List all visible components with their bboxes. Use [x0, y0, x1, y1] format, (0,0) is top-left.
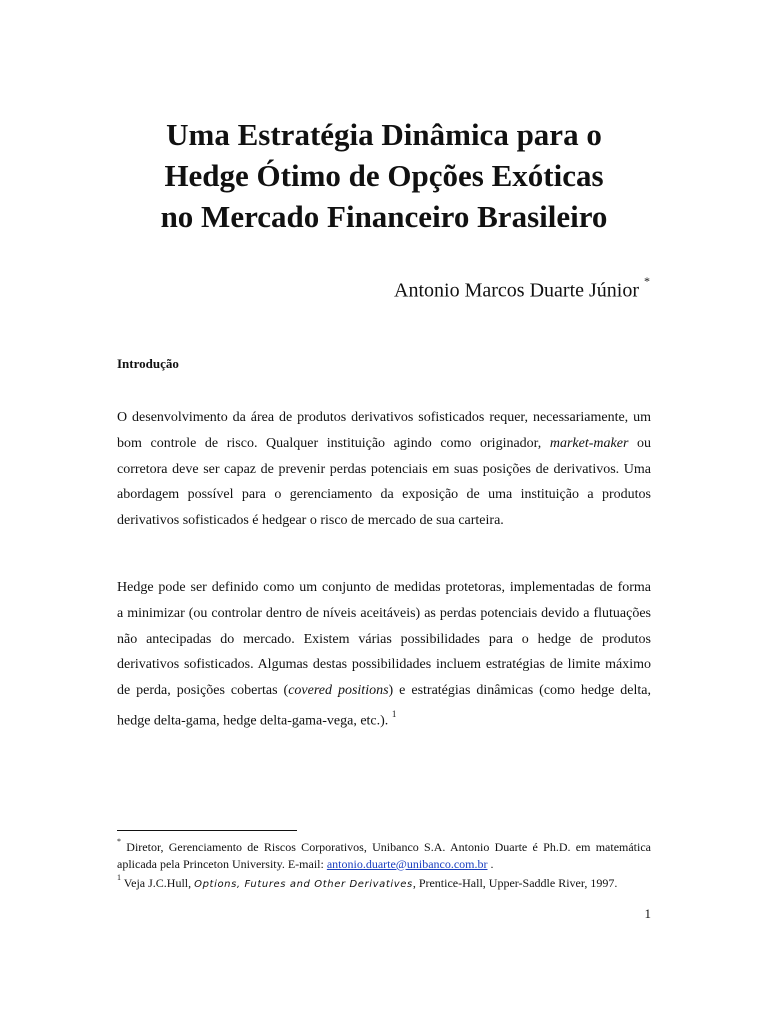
footnote-2	[117, 872, 651, 894]
footnote-mark: *	[117, 837, 121, 846]
paper-title	[60, 114, 708, 237]
paragraph-text: ou	[637, 435, 651, 451]
section-heading: Introdução	[117, 356, 179, 371]
page-number: 1	[644, 906, 651, 921]
paragraph-line: O desenvolvimento da área de produtos derivativos sofisticados requer, necessariamente, um	[117, 410, 651, 425]
paragraph-line: não antecipadas do mercado. Existem várias possibilidades para o hedge de produtos	[117, 631, 651, 647]
email-link[interactable]: antonio.duarte@unibanco.com.br	[326, 856, 488, 871]
footnote-text: , Prentice-Hall, Upper-Saddle River, 1997.	[412, 876, 618, 890]
author-name: Antonio Marcos Duarte Júnior	[394, 279, 639, 302]
emphasis-covered-positions: covered positions	[288, 683, 389, 699]
footnote-line	[117, 856, 651, 873]
paragraph-line	[117, 678, 651, 704]
footnote-1	[117, 836, 651, 872]
footnote-text: aplicada pela Princeton University. E-mail:	[117, 856, 324, 871]
paragraph-line: a minimizar (ou controlar dentro de níveis aceitáveis) as perdas potenciais devido a flutuações	[117, 605, 651, 621]
author-line	[394, 274, 650, 303]
paragraph-line	[117, 431, 651, 457]
paragraph-line: derivativos sofisticados é hedgear o risco de mercado de sua carteira.	[117, 513, 504, 529]
footnote-text: .	[490, 856, 494, 871]
footnote-line	[117, 836, 651, 856]
paragraph-line: derivativos sofisticados. Algumas destas possibilidades incluem estratégias de limite máximo	[117, 657, 651, 673]
paragraph-text: hedge delta-gama, hedge delta-gama-vega, etc.).	[117, 713, 389, 729]
intro-paragraph-1	[117, 405, 651, 534]
paragraph-line: corretora deve ser capaz de prevenir perdas potenciais em suas posições de derivativos. Uma	[117, 461, 651, 477]
footnote-mark: 1	[117, 873, 121, 882]
paragraph-text: de perda, posições cobertas (	[117, 683, 289, 699]
emphasis-market-maker: market-maker	[549, 435, 629, 451]
footnotes	[117, 836, 651, 894]
author-footnote-mark: *	[644, 274, 650, 288]
title-line-1: Uma Estratégia Dinâmica para o	[166, 117, 602, 152]
title-line-3: no Mercado Financeiro Brasileiro	[160, 199, 608, 234]
footnote-line	[117, 872, 651, 894]
intro-paragraph-2	[117, 575, 651, 730]
footnote-text: Veja J.C.Hull,	[123, 876, 192, 890]
paragraph-line: abordagem possível para o gerenciamento da exposição de uma instituição a produtos	[117, 487, 651, 503]
paragraph-line: Hedge pode ser definido como um conjunto de medidas protetoras, implementadas de forma	[117, 580, 651, 595]
paragraph-line	[117, 704, 651, 730]
footnote-text: Diretor, Gerenciamento de Riscos Corporativos, Unibanco S.A. Antonio Duarte é Ph.D. em matemática	[126, 840, 651, 854]
book-title: Options, Futures and Other Derivatives	[194, 879, 413, 890]
paragraph-text: ) e estratégias dinâmicas (como hedge delta,	[388, 683, 651, 699]
title-line-2: Hedge Ótimo de Opções Exóticas	[164, 158, 604, 193]
footnote-reference[interactable]: 1	[391, 708, 397, 719]
paragraph-text: bom controle de risco. Qualquer instituição agindo como originador,	[117, 435, 542, 451]
footnote-divider	[117, 830, 297, 831]
